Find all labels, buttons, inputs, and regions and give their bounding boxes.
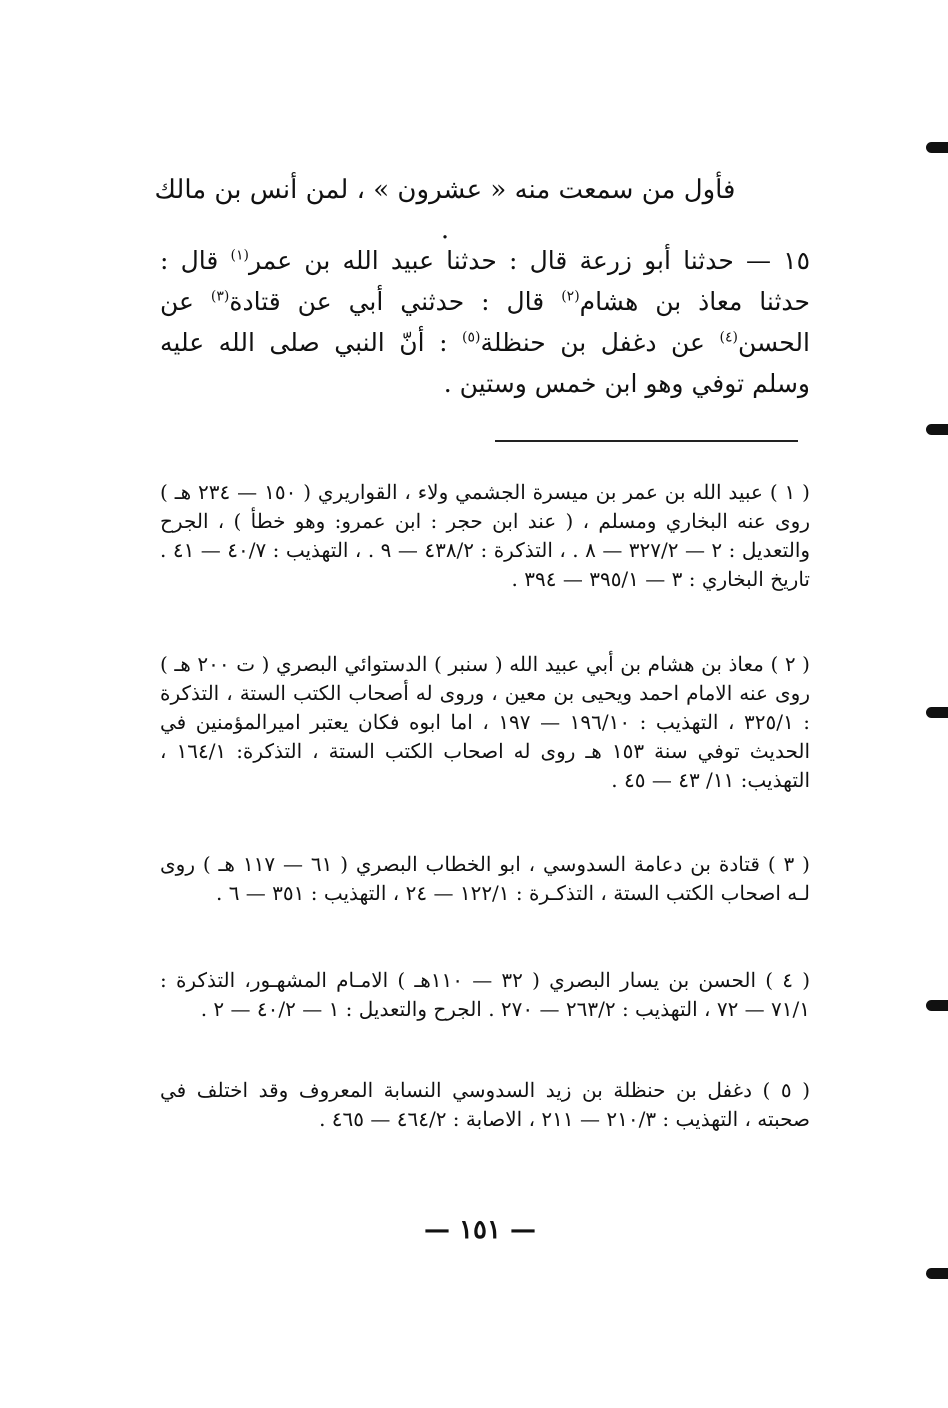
hadith-text-3: قال : حدثني أبي عن قتادة <box>229 287 545 316</box>
footnote-text: دغفل بن حنظلة بن زيد السدوسي النسابة المعروف وقد اختلف في صحبته ، التهذيب : ٢١٠/٣ — ٢١١ ، الاصابة : ٤٦٤/٢ — ٤٦٥ . <box>160 1078 810 1131</box>
hadith-text-4: عن الحسن <box>160 287 810 357</box>
footnote-text: قتادة بن دعامة السدوسي ، ابو الخطاب البصري ( ٦١ — ١١٧ هـ ) روى لـه اصحاب الكتب الستة ، التذكـرة : ١٢٢/١ — ٢٤ ، التهذيب : ٣٥١ — ٦ . <box>160 852 810 905</box>
hadith-paragraph <box>160 240 810 404</box>
hadith-text-2: قال : حدثنا معاذ بن هشام <box>160 246 810 316</box>
footnote-divider <box>495 440 798 442</box>
footnote-1 <box>160 478 810 594</box>
scan-edge-mark <box>926 424 948 435</box>
footnote-ref-1[interactable]: (١) <box>230 247 249 264</box>
footnote-number: ( ٢ ) <box>770 652 810 676</box>
footnote-ref-3[interactable]: (٣) <box>210 288 230 305</box>
footnote-ref-5[interactable]: (٥) <box>462 329 481 346</box>
footnote-number: ( ٣ ) <box>767 852 810 876</box>
hadith-number: ١٥ <box>783 246 810 275</box>
footnote-4 <box>160 966 810 1024</box>
footnote-number: ( ١ ) <box>769 480 810 504</box>
footnote-3 <box>160 850 810 908</box>
footnote-number: ( ٥ ) <box>762 1078 811 1102</box>
footnote-text: معاذ بن هشام بن أبي عبيد الله ( سنبر ) الدستوائي البصري ( ت ٢٠٠ هـ ) روى عنه الامام احمد ويحيى بن معين ، وروى له أصحاب الكتب الستة ، التذكرة : ٣٢٥/١ ، التهذيب : ١٩٦/١٠ — ١٩٧ ، اما ابوه فكان يعتبر اميرالمؤمنين في الحديث توفي سنة ١٥٣ هـ روى له اصحاب الكتب الستة ، التذكرة: ١٦٤/١ ، التهذيب: ١١/ ٤٣ — ٤٥ . <box>160 652 811 792</box>
footnote-text: عبيد الله بن عمر بن ميسرة الجشمي ولاء ، القواريري ( ١٥٠ — ٢٣٤ هـ ) روى عنه البخاري ومسلم ، ( عند ابن حجر : ابن عمرو: وهو خطأ ) ، الجرح والتعديل : ٢ — ٣٢٧/٢ — ٨ . ، التذكرة : ٤٣٨/٢ — ٩ . ، التهذيب : ٤٠/٧ — ٤١ . تاريخ البخاري : ٣ — ٣٩٥/١ — ٣٩٤ . <box>160 480 811 591</box>
hadith-text-6: : أنّ النبي صلى الله عليه وسلم توفي وهو ابن خمس وستين . <box>160 328 810 398</box>
footnote-ref-4[interactable]: (٤) <box>719 329 738 346</box>
footnote-number: ( ٤ ) <box>765 968 811 992</box>
footnote-ref-2[interactable]: (٢) <box>561 288 580 305</box>
scan-edge-mark <box>926 142 948 153</box>
scan-edge-mark <box>926 707 948 718</box>
scan-edge-mark <box>926 1000 948 1011</box>
footnote-5 <box>160 1076 810 1134</box>
hadith-text-5: عن دغفل بن حنظلة <box>480 328 705 357</box>
intro-line: فأول من سمعت منه « عشرون » ، لمن أنس بن مالك . <box>154 175 736 245</box>
footnote-2 <box>160 650 810 795</box>
hadith-text-1: — حدثنا أبو زرعة قال : حدثنا عبيد الله بن عمر <box>248 246 771 275</box>
scan-edge-mark <box>926 1268 948 1279</box>
page-number: — ١٥١ — <box>423 1215 537 1245</box>
footnote-text: الحسن بن يسار البصري ( ٣٢ — ١١٠هـ ) الامـام المشهـور، التذكرة : ٧١/١ — ٧٢ ، التهذيب : ٢٦٣/٢ — ٢٧٠ . الجرح والتعديل : ١ — ٤٠/٢ — ٢ . <box>160 968 810 1021</box>
